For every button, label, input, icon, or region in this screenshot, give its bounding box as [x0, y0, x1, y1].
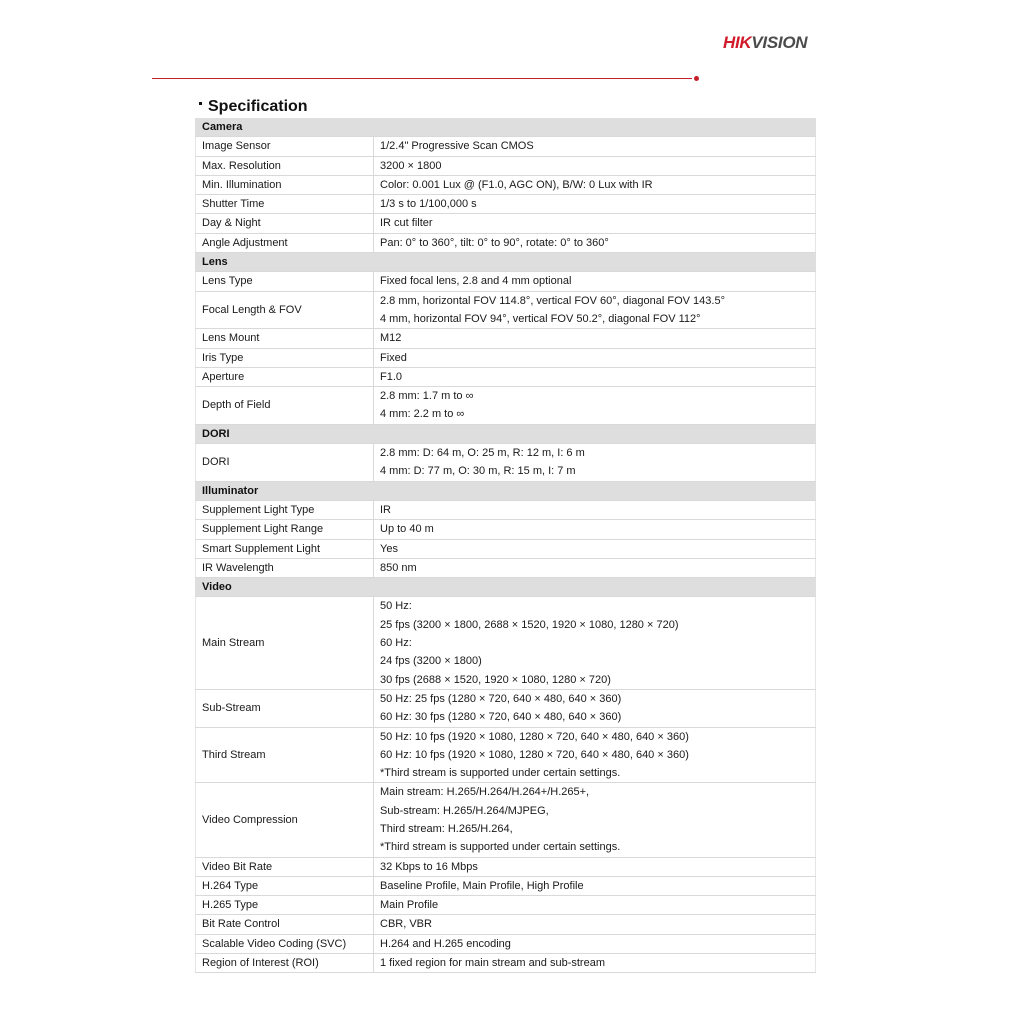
spec-value-line: F1.0 — [380, 370, 403, 383]
spec-value-line: 1 fixed region for main stream and sub-stream — [380, 957, 605, 970]
spec-value-line: 60 Hz: 10 fps (1920 × 1080, 1280 × 720, 640 × 480, 640 × 360) — [380, 748, 689, 761]
category-row — [196, 578, 816, 597]
spec-value — [374, 896, 816, 915]
spec-name: H.264 Type — [196, 876, 374, 895]
spec-value-line: 60 Hz: — [380, 637, 412, 650]
spec-value — [374, 934, 816, 953]
specification-table — [195, 118, 816, 973]
spec-name: Depth of Field — [196, 387, 374, 425]
spec-name: Aperture — [196, 367, 374, 386]
spec-row — [196, 539, 816, 558]
specification-table-body — [196, 118, 816, 973]
logo-part-hik: HIK — [723, 33, 752, 52]
spec-row — [196, 156, 816, 175]
spec-row — [196, 954, 816, 973]
spec-value-line: 4 mm, horizontal FOV 94°, vertical FOV 50.2°, diagonal FOV 112° — [380, 312, 701, 325]
bullet-icon — [199, 102, 202, 105]
spec-value — [374, 272, 816, 291]
spec-row — [196, 291, 816, 329]
spec-name: Video Bit Rate — [196, 857, 374, 876]
spec-value — [374, 233, 816, 252]
spec-row — [196, 934, 816, 953]
spec-value — [374, 291, 816, 329]
spec-name: Lens Mount — [196, 329, 374, 348]
spec-name: Third Stream — [196, 727, 374, 783]
spec-value-line: 1/3 s to 1/100,000 s — [380, 198, 477, 211]
spec-value — [374, 857, 816, 876]
spec-row — [196, 520, 816, 539]
spec-value — [374, 783, 816, 857]
spec-value-line: 50 Hz: — [380, 600, 412, 613]
spec-row — [196, 915, 816, 934]
category-row — [196, 253, 816, 272]
spec-value — [374, 558, 816, 577]
spec-value — [374, 876, 816, 895]
spec-value-line: 2.8 mm, horizontal FOV 114.8°, vertical FOV 60°, diagonal FOV 143.5° — [380, 294, 725, 307]
section-title-text: Specification — [208, 98, 308, 115]
category-label: DORI — [196, 424, 816, 443]
spec-name: Image Sensor — [196, 137, 374, 156]
spec-name: Sub-Stream — [196, 689, 374, 727]
spec-value-line: 2.8 mm: D: 64 m, O: 25 m, R: 12 m, I: 6 m — [380, 447, 585, 460]
spec-row — [196, 444, 816, 482]
spec-row — [196, 500, 816, 519]
header-divider — [152, 78, 692, 79]
spec-value-line: Fixed — [380, 351, 407, 364]
spec-value-line: 50 Hz: 10 fps (1920 × 1080, 1280 × 720, 640 × 480, 640 × 360) — [380, 730, 689, 743]
category-label: Camera — [196, 118, 816, 137]
spec-row — [196, 195, 816, 214]
section-title — [199, 98, 308, 116]
spec-row — [196, 233, 816, 252]
spec-row — [196, 175, 816, 194]
spec-value — [374, 387, 816, 425]
spec-name: Lens Type — [196, 272, 374, 291]
spec-name: Bit Rate Control — [196, 915, 374, 934]
spec-value-line: 1/2.4" Progressive Scan CMOS — [380, 140, 534, 153]
spec-value-line: Main Profile — [380, 899, 439, 912]
spec-value-line: 24 fps (3200 × 1800) — [380, 655, 482, 668]
spec-value — [374, 915, 816, 934]
spec-name: IR Wavelength — [196, 558, 374, 577]
spec-value-line: Third stream: H.265/H.264, — [380, 822, 513, 835]
spec-value-line: 50 Hz: 25 fps (1280 × 720, 640 × 480, 640 × 360) — [380, 692, 622, 705]
spec-name: Scalable Video Coding (SVC) — [196, 934, 374, 953]
spec-name: Main Stream — [196, 597, 374, 689]
spec-value — [374, 539, 816, 558]
spec-value — [374, 597, 816, 689]
spec-value-line: 4 mm: D: 77 m, O: 30 m, R: 15 m, I: 7 m — [380, 465, 576, 478]
spec-name: DORI — [196, 444, 374, 482]
category-label: Video — [196, 578, 816, 597]
spec-row — [196, 783, 816, 857]
spec-value-line: Color: 0.001 Lux @ (F1.0, AGC ON), B/W: 0 Lux with IR — [380, 178, 653, 191]
spec-value-line: IR cut filter — [380, 217, 433, 230]
spec-row — [196, 329, 816, 348]
spec-value — [374, 954, 816, 973]
category-label: Lens — [196, 253, 816, 272]
spec-name: Supplement Light Range — [196, 520, 374, 539]
spec-row — [196, 876, 816, 895]
spec-row — [196, 367, 816, 386]
spec-value — [374, 348, 816, 367]
spec-name: Supplement Light Type — [196, 500, 374, 519]
spec-value-line: 850 nm — [380, 561, 417, 574]
spec-row — [196, 272, 816, 291]
spec-row — [196, 214, 816, 233]
spec-value-line: *Third stream is supported under certain settings. — [380, 841, 621, 854]
spec-value-line: CBR, VBR — [380, 918, 432, 931]
spec-value-line: *Third stream is supported under certain settings. — [380, 767, 621, 780]
spec-name: Shutter Time — [196, 195, 374, 214]
category-label: Illuminator — [196, 481, 816, 500]
spec-value-line: 2.8 mm: 1.7 m to ∞ — [380, 390, 474, 403]
spec-value — [374, 444, 816, 482]
spec-row — [196, 597, 816, 689]
spec-value-line: IR — [380, 503, 391, 516]
spec-row — [196, 558, 816, 577]
spec-row — [196, 137, 816, 156]
spec-name: Min. Illumination — [196, 175, 374, 194]
spec-value-line: 60 Hz: 30 fps (1280 × 720, 640 × 480, 640 × 360) — [380, 711, 622, 724]
spec-value — [374, 500, 816, 519]
spec-value — [374, 367, 816, 386]
spec-value-line: Main stream: H.265/H.264/H.264+/H.265+, — [380, 786, 590, 799]
spec-value-line: Up to 40 m — [380, 523, 434, 536]
spec-value-line: Baseline Profile, Main Profile, High Profile — [380, 879, 584, 892]
spec-value-line: M12 — [380, 332, 402, 345]
spec-value-line: 30 fps (2688 × 1520, 1920 × 1080, 1280 × 720) — [380, 673, 611, 686]
spec-value — [374, 329, 816, 348]
spec-value — [374, 727, 816, 783]
spec-row — [196, 727, 816, 783]
category-row — [196, 424, 816, 443]
spec-value — [374, 214, 816, 233]
spec-name: Iris Type — [196, 348, 374, 367]
spec-row — [196, 348, 816, 367]
spec-value-line: 32 Kbps to 16 Mbps — [380, 860, 478, 873]
category-row — [196, 481, 816, 500]
spec-value-line: Fixed focal lens, 2.8 and 4 mm optional — [380, 275, 572, 288]
spec-name: Video Compression — [196, 783, 374, 857]
logo-part-vision: VISION — [751, 33, 808, 52]
spec-value — [374, 175, 816, 194]
spec-name: Smart Supplement Light — [196, 539, 374, 558]
spec-value-line: Sub-stream: H.265/H.264/MJPEG, — [380, 804, 549, 817]
category-row — [196, 118, 816, 137]
spec-row — [196, 387, 816, 425]
hikvision-logo — [723, 33, 807, 53]
spec-value — [374, 137, 816, 156]
spec-value-line: Pan: 0° to 360°, tilt: 0° to 90°, rotate: 0° to 360° — [380, 236, 609, 249]
spec-value-line: 3200 × 1800 — [380, 159, 442, 172]
spec-name: Max. Resolution — [196, 156, 374, 175]
header-divider-dot — [694, 76, 699, 81]
spec-name: Angle Adjustment — [196, 233, 374, 252]
spec-value — [374, 156, 816, 175]
spec-value — [374, 195, 816, 214]
spec-row — [196, 896, 816, 915]
spec-row — [196, 857, 816, 876]
spec-value-line: 4 mm: 2.2 m to ∞ — [380, 408, 465, 421]
spec-row — [196, 689, 816, 727]
spec-value-line: Yes — [380, 542, 398, 555]
spec-name: H.265 Type — [196, 896, 374, 915]
spec-value — [374, 520, 816, 539]
spec-name: Day & Night — [196, 214, 374, 233]
spec-value — [374, 689, 816, 727]
spec-name: Focal Length & FOV — [196, 291, 374, 329]
spec-value-line: 25 fps (3200 × 1800, 2688 × 1520, 1920 × 1080, 1280 × 720) — [380, 618, 679, 631]
spec-value-line: H.264 and H.265 encoding — [380, 937, 511, 950]
spec-name: Region of Interest (ROI) — [196, 954, 374, 973]
